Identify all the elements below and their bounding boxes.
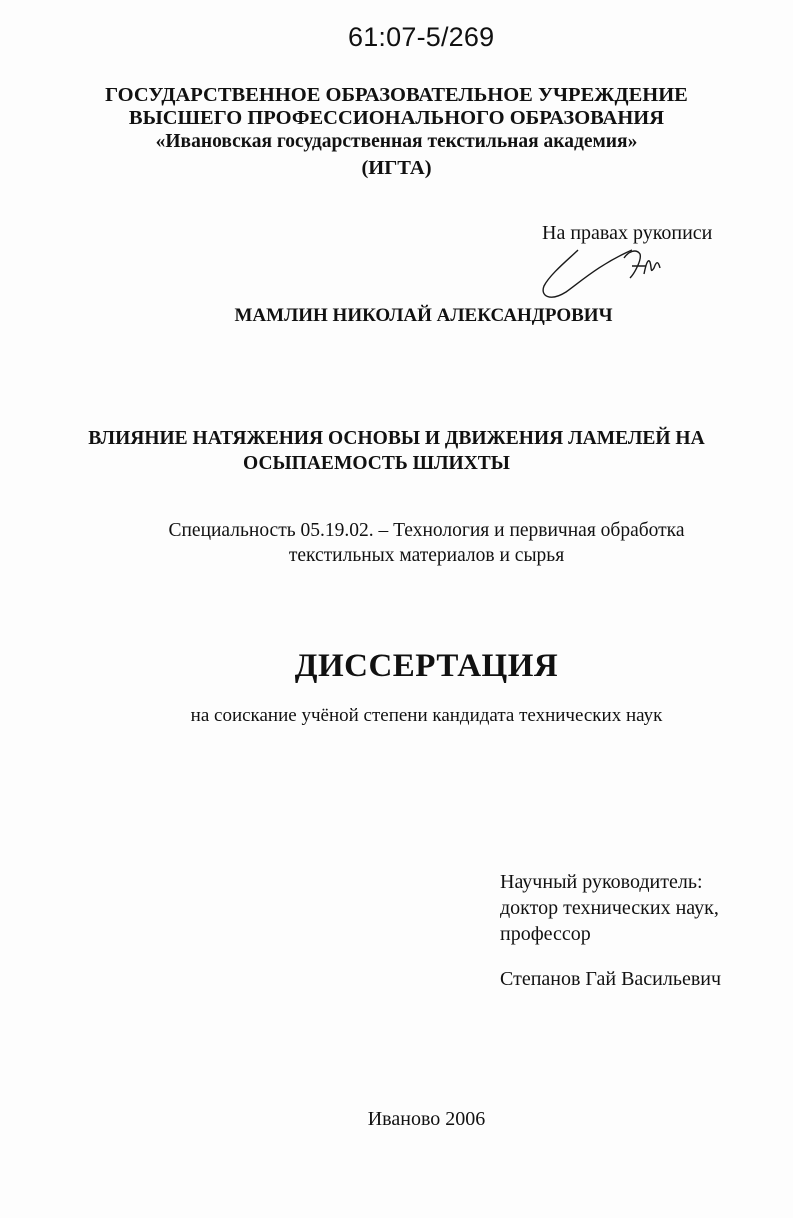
- supervisor-name: Степанов Гай Васильевич: [500, 968, 722, 990]
- institution-line-2: ВЫСШЕГО ПРОФЕССИОНАЛЬНОГО ОБРАЗОВАНИЯ: [128, 107, 665, 129]
- manuscript-rights-note: На правах рукописи: [542, 222, 713, 244]
- library-stamp-number: 61:07-5/269: [348, 22, 495, 52]
- dissertation-title-line-2: ОСЫПАЕМОСТЬ ШЛИХТЫ: [243, 453, 510, 474]
- institution-line-3: «Ивановская государственная текстильная академия»: [155, 131, 638, 152]
- document-type-heading: ДИССЕРТАЦИЯ: [294, 648, 559, 684]
- supervisor-label: Научный руководитель:: [500, 871, 703, 893]
- supervisor-rank: профессор: [500, 923, 591, 945]
- dissertation-title-line-1: ВЛИЯНИЕ НАТЯЖЕНИЯ ОСНОВЫ И ДВИЖЕНИЯ ЛАМЕЛЕЙ НА: [88, 428, 705, 449]
- signature-icon: [540, 244, 670, 310]
- supervisor-degree: доктор технических наук,: [500, 897, 719, 919]
- specialty-line-2: текстильных материалов и сырья: [288, 545, 565, 566]
- degree-statement: на соискание учёной степени кандидата технических наук: [190, 705, 663, 726]
- institution-abbreviation: (ИГТА): [361, 157, 432, 179]
- author-name: МАМЛИН НИКОЛАЙ АЛЕКСАНДРОВИЧ: [234, 305, 613, 326]
- place-and-year: Иваново 2006: [367, 1108, 486, 1130]
- specialty-line-1: Специальность 05.19.02. – Технология и первичная обработка: [168, 520, 685, 541]
- institution-line-1: ГОСУДАРСТВЕННОЕ ОБРАЗОВАТЕЛЬНОЕ УЧРЕЖДЕНИЕ: [105, 84, 688, 106]
